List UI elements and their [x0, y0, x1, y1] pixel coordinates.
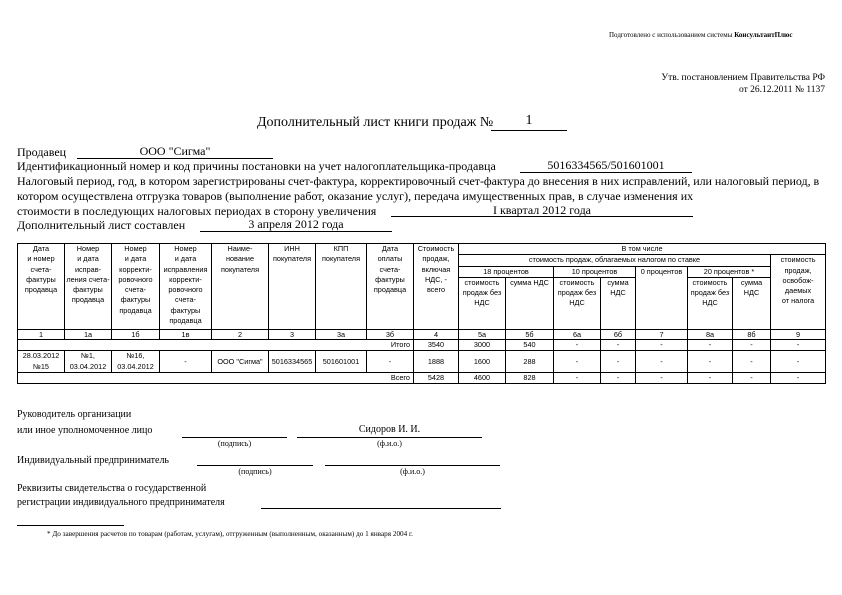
column-number: 4	[414, 329, 459, 339]
sales-table	[17, 243, 826, 384]
th-20-cost: стоимость продаж без НДС	[688, 277, 733, 329]
column-number: 6б	[601, 329, 636, 339]
column-number: 1в	[160, 329, 212, 339]
th-correction: Номер и дата исправ- ления счета- фактуры продавца	[65, 244, 112, 330]
column-number: 5а	[459, 329, 506, 339]
compiled-label: Дополнительный лист составлен	[17, 218, 186, 232]
th-payment-date: Дата оплаты счета- фактуры продавца	[367, 244, 414, 330]
itogo-cell: -	[554, 339, 601, 350]
compiled-value: 3 апреля 2012 года	[248, 217, 344, 231]
period-value: I квартал 2012 года	[492, 203, 592, 217]
itogo-cell: 3000	[459, 339, 506, 350]
page-title: Дополнительный лист книги продаж №	[257, 115, 494, 130]
period-text-1: Налоговый период, год, в котором зарегистрированы счет-фактура, корректировочный счет-фактура до внесения в них исправлений, или налоговый период, в	[17, 174, 820, 188]
th-adjustment-correction: Номер и дата исправления корректи- ровочного счета- фактуры продавца	[160, 244, 212, 330]
th-total-with-vat: Стоимость продаж, включая НДС, - всего	[414, 244, 459, 330]
column-number: 8а	[688, 329, 733, 339]
ip-sign-line	[197, 465, 313, 466]
seller-label: Продавец	[17, 145, 67, 159]
table-cell: №1, 03.04.2012	[65, 351, 112, 373]
table-cell: ООО "Сигма"	[212, 351, 269, 373]
itogo-cell: -	[688, 339, 733, 350]
th-taxed: стоимость продаж, облагаемых налогом по ставке	[459, 255, 771, 266]
head-label-2: или иное уполномоченное лицо	[17, 425, 153, 436]
inn-value: 5016334565/501601001	[547, 158, 665, 172]
footnote-separator	[17, 525, 124, 526]
th-adjustment: Номер и дата корректи- ровочного счета- фактуры продавца	[112, 244, 160, 330]
head-fio-line	[297, 437, 482, 438]
ip-fio-line	[325, 465, 500, 466]
period-text-2: котором осуществлена отгрузка товаров (выполнение работ, оказание услуг), передача имущественных прав, в случае изменения их	[17, 189, 694, 203]
table-row	[18, 351, 826, 373]
vsego-label: Всего	[18, 373, 414, 384]
table-cell: №16, 03.04.2012	[112, 351, 160, 373]
itogo-cell: -	[636, 339, 688, 350]
ip-label: Индивидуальный предприниматель	[17, 455, 169, 466]
column-number: 1а	[65, 329, 112, 339]
column-number: 2	[212, 329, 269, 339]
approved-line-1: Утв. постановлением Правительства РФ	[661, 73, 825, 83]
itogo-cell: -	[733, 339, 771, 350]
column-number: 6а	[554, 329, 601, 339]
th-20-vat: сумма НДС	[733, 277, 771, 329]
header-row-1	[18, 244, 826, 255]
table-cell: 501601001	[316, 351, 367, 373]
title-number: 1	[525, 113, 533, 128]
vsego-cell: 828	[506, 373, 554, 384]
head-label-1: Руководитель организации	[17, 409, 132, 420]
table-cell: -	[688, 351, 733, 373]
th-10-vat: сумма НДС	[601, 277, 636, 329]
column-number: 1	[18, 329, 65, 339]
column-number: 3б	[367, 329, 414, 339]
table-cell: 5016334565	[269, 351, 316, 373]
itogo-cell: 540	[506, 339, 554, 350]
itogo-row	[18, 339, 826, 350]
vsego-cell: -	[688, 373, 733, 384]
ip-fio-caption: (ф.и.о.)	[400, 467, 425, 476]
prepared-note	[609, 31, 792, 39]
table-cell: 1888	[414, 351, 459, 373]
vsego-cell: -	[554, 373, 601, 384]
th-rate-18: 18 процентов	[459, 266, 554, 277]
table-cell: 28.03.2012 №15	[18, 351, 65, 373]
inn-label: Идентификационный номер и код причины постановки на учет налогоплательщика-продавца	[17, 159, 496, 173]
prepared-brand: КонсультантПлюс	[734, 31, 793, 39]
itogo-label: Итого	[18, 339, 414, 350]
period-text-3: стоимости в последующих налоговых периодах в сторону увеличения	[17, 204, 377, 218]
itogo-cell: -	[771, 339, 826, 350]
vsego-cell: -	[601, 373, 636, 384]
head-sign-caption: (подпись)	[217, 439, 252, 448]
th-invoice: Дата и номер счета- фактуры продавца	[18, 244, 65, 330]
head-fio-caption: (ф.и.о.)	[377, 439, 402, 448]
th-rate-0: 0 процентов	[636, 266, 688, 329]
seller-value: ООО "Сигма"	[139, 144, 211, 158]
column-number: 9	[771, 329, 826, 339]
th-18-vat: сумма НДС	[506, 277, 554, 329]
column-number: 3	[269, 329, 316, 339]
vsego-cell: -	[733, 373, 771, 384]
th-18-cost: стоимость продаж без НДС	[459, 277, 506, 329]
table-cell: -	[733, 351, 771, 373]
column-number: 8б	[733, 329, 771, 339]
footnote: * До завершения расчетов по товарам (работам, услугам), отгруженным (выполненным, оказанным) до 1 января 2004 г.	[47, 530, 413, 538]
th-exempt: стоимость продаж, освобож- даемых от налога	[771, 255, 826, 330]
approved-line-2: от 26.12.2011 № 1137	[738, 85, 825, 95]
table-cell: -	[636, 351, 688, 373]
vsego-row	[18, 373, 826, 384]
vsego-cell: 4600	[459, 373, 506, 384]
th-rate-10: 10 процентов	[554, 266, 636, 277]
table-cell: -	[160, 351, 212, 373]
table-cell: -	[601, 351, 636, 373]
vsego-cell: 5428	[414, 373, 459, 384]
column-numbers-row	[18, 329, 826, 339]
title-number-line	[491, 130, 567, 131]
table-cell: 288	[506, 351, 554, 373]
req-label-2: регистрации индивидуального предпринимателя	[17, 497, 225, 508]
table-cell: -	[771, 351, 826, 373]
prepared-text: Подготовлено с использованием системы	[609, 31, 735, 39]
vsego-cell: -	[771, 373, 826, 384]
itogo-cell: -	[601, 339, 636, 350]
column-number: 3а	[316, 329, 367, 339]
vsego-cell: -	[636, 373, 688, 384]
req-label-1: Реквизиты свидетельства о государственной	[17, 483, 207, 494]
th-rate-20: 20 процентов *	[688, 266, 771, 277]
th-buyer-name: Наиме- нование покупателя	[212, 244, 269, 330]
table-cell: -	[367, 351, 414, 373]
th-in-total: В том числе	[459, 244, 826, 255]
head-sign-line	[182, 437, 287, 438]
th-buyer-inn: ИНН покупателя	[269, 244, 316, 330]
table-cell: 1600	[459, 351, 506, 373]
req-line	[261, 508, 501, 509]
head-name: Сидоров И. И.	[358, 424, 421, 435]
table-cell: -	[554, 351, 601, 373]
th-10-cost: стоимость продаж без НДС	[554, 277, 601, 329]
itogo-cell: 3540	[414, 339, 459, 350]
ip-sign-caption: (подпись)	[238, 467, 272, 476]
column-number: 5б	[506, 329, 554, 339]
column-number: 7	[636, 329, 688, 339]
column-number: 1б	[112, 329, 160, 339]
th-buyer-kpp: КПП покупателя	[316, 244, 367, 330]
